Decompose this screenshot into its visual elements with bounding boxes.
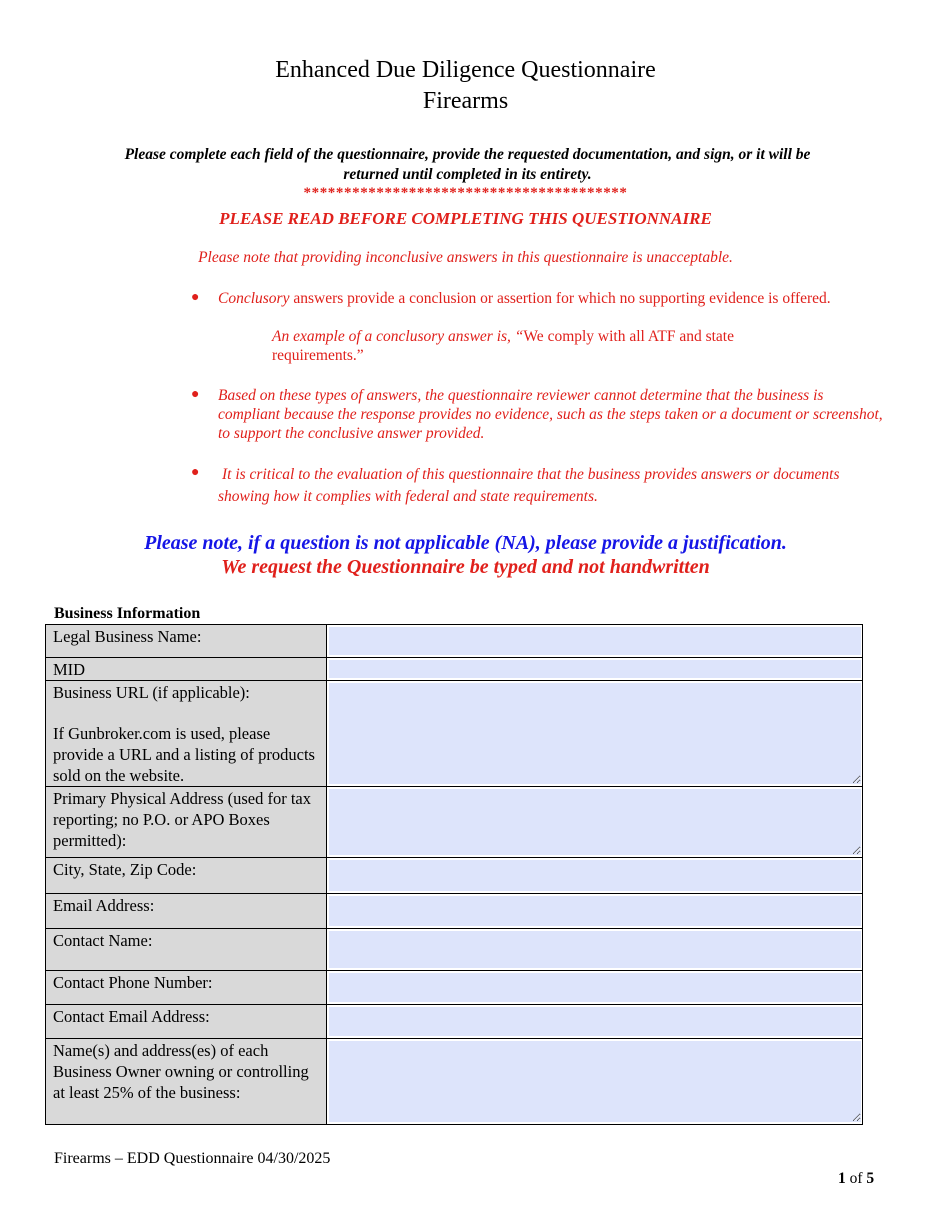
business-info-table [45, 624, 863, 1125]
business-owners-label: Name(s) and address(es) of each Business Owner owning or controlling at least 25% of the business: [46, 1039, 327, 1125]
table-row [46, 971, 863, 1005]
business-owners-cell [327, 1039, 863, 1125]
table-row [46, 681, 863, 787]
stars-divider: **************************************** [303, 185, 628, 201]
contact-name-label: Contact Name: [46, 929, 327, 971]
mid-field[interactable] [329, 660, 861, 678]
email-address-field[interactable] [329, 896, 861, 926]
city-state-zip-field[interactable] [329, 860, 861, 891]
email-address-cell [327, 894, 863, 929]
table-row [46, 1039, 863, 1125]
bullet-example [272, 327, 812, 365]
bullet-conclusory [218, 289, 843, 308]
inconclusive-note: Please note that providing inconclusive answers in this questionnaire is unacceptable. [198, 249, 733, 266]
business-owners-field[interactable] [329, 1041, 861, 1122]
page-subtitle: Firearms [422, 88, 509, 114]
page-total: 5 [866, 1170, 875, 1187]
instructions-line1: Please complete each field of the questionnaire, provide the requested documentation, and sign, or it will be [124, 146, 811, 163]
bullet-icon: ● [191, 465, 200, 480]
legal-business-name-field[interactable] [329, 627, 861, 655]
contact-email-field[interactable] [329, 1007, 861, 1036]
business-url-field[interactable] [329, 683, 861, 784]
read-before-heading: PLEASE READ BEFORE COMPLETING THIS QUESTIONNAIRE [219, 209, 712, 228]
page-number [838, 1170, 874, 1188]
legal-business-name-cell [327, 625, 863, 658]
page-of: of [849, 1170, 863, 1187]
typed-note: We request the Questionnaire be typed and not handwritten [221, 556, 710, 578]
bullet-icon: ● [191, 290, 200, 305]
table-row [46, 894, 863, 929]
table-row [46, 929, 863, 971]
table-row [46, 858, 863, 894]
table-row [46, 625, 863, 658]
business-url-label-cell [46, 681, 327, 787]
example-quote: We comply with all ATF and state requirements.” [272, 328, 734, 364]
city-state-zip-label: City, State, Zip Code: [46, 858, 327, 894]
mid-cell [327, 658, 863, 681]
email-address-label: Email Address: [46, 894, 327, 929]
physical-address-cell [327, 787, 863, 858]
page-current: 1 [838, 1170, 846, 1187]
bullet-2-text: Based on these types of answers, the questionnaire reviewer cannot determine that the business is compliant because the response provides no evidence, such as the steps taken or a document or screenshot, to support the conclusive answer provided. [218, 387, 883, 442]
contact-phone-label: Contact Phone Number: [46, 971, 327, 1005]
page-title: Enhanced Due Diligence Questionnaire [275, 57, 656, 83]
legal-business-name-label: Legal Business Name: [46, 625, 327, 658]
table-row [46, 787, 863, 858]
conclusory-word: Conclusory [218, 290, 290, 307]
contact-email-label: Contact Email Address: [46, 1005, 327, 1039]
mid-label: MID [46, 658, 327, 681]
business-info-heading: Business Information [54, 605, 201, 622]
table-row [46, 1005, 863, 1039]
city-state-zip-cell [327, 858, 863, 894]
table-row [46, 658, 863, 681]
bullet-icon: ● [191, 387, 200, 402]
business-url-label: Business URL (if applicable): [53, 683, 250, 702]
physical-address-label: Primary Physical Address (used for tax reporting; no P.O. or APO Boxes permitted): [46, 787, 327, 858]
contact-phone-field[interactable] [329, 973, 861, 1002]
bullet-1-text: answers provide a conclusion or assertion for which no supporting evidence is offered. [293, 290, 831, 307]
example-intro: An example of a conclusory answer is, “ [272, 328, 524, 345]
footer-doc-id: Firearms – EDD Questionnaire 04/30/2025 [54, 1150, 331, 1167]
instructions-line2: returned until completed in its entirety. [343, 166, 592, 183]
bullet-3-text: It is critical to the evaluation of this questionnaire that the business provides answers or documents showing how it complies with federal and state requirements. [218, 466, 840, 505]
gunbroker-note: If Gunbroker.com is used, please provide a URL and a listing of products sold on the website. [53, 724, 315, 785]
contact-name-cell [327, 929, 863, 971]
contact-phone-cell [327, 971, 863, 1005]
contact-name-field[interactable] [329, 931, 861, 968]
business-url-cell [327, 681, 863, 787]
na-justification-note: Please note, if a question is not applicable (NA), please provide a justification. [144, 532, 787, 554]
contact-email-cell [327, 1005, 863, 1039]
physical-address-field[interactable] [329, 789, 861, 855]
